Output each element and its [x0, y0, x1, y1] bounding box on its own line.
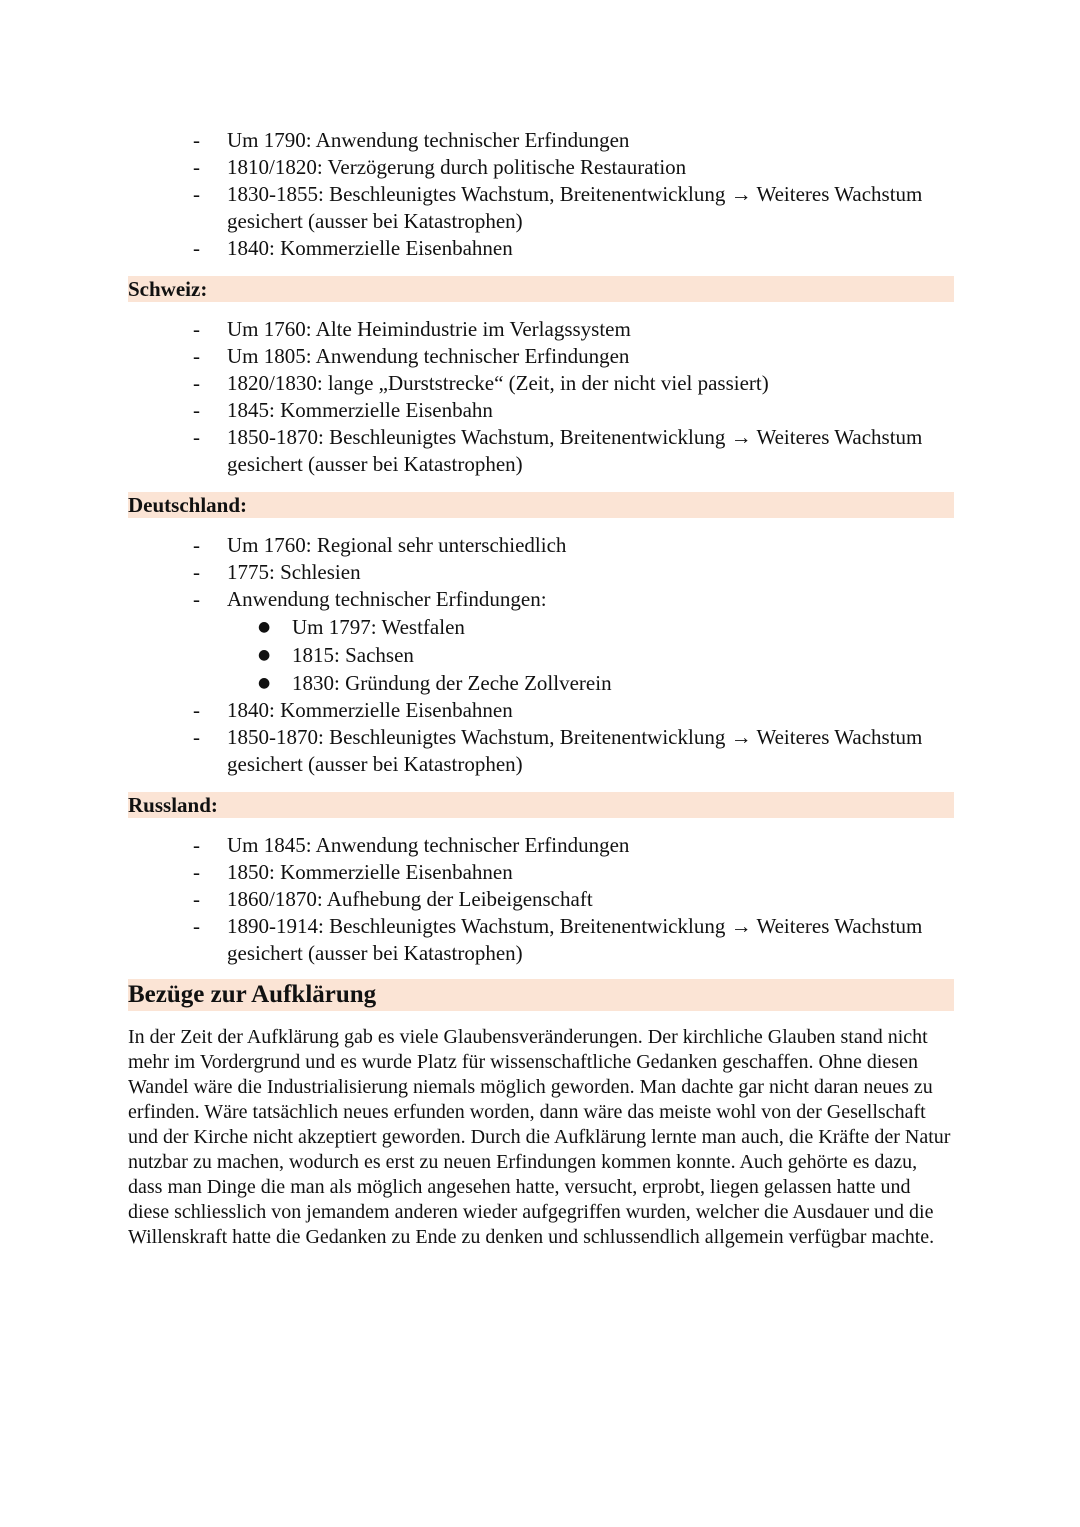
aufklaerung-paragraph: In der Zeit der Aufklärung gab es viele Glaubensveränderungen. Der kirchliche Glauben stand nicht mehr im Vordergrund und es wurde Platz für wissenschaftliche Gedanken geschaffen. Ohne diesen Wandel wäre die Industrialisierung niemals möglich geworden. Man dachte gar nicht daran neues zu erfinden. Wäre tatsächlich neues erfunden worden, dann wäre das meiste wohl von der Gesellschaft und der Kirche nicht akzeptiert geworden. Durch die Aufklärung lernte man auch, die Kräfte der Natur nutzbar zu machen, wodurch es erst zu neuen Erfindungen kommen konnte. Auch gehörte es dazu, dass man Dinge die man als möglich angesehen hatte, versucht, erprobt, liegen gelassen hatte und diese schliesslich von jemandem anderen wieder aufgegriffen wurden, welcher die Ausdauer und die Willenskraft hatte die Gedanken zu Ende zu denken und schlussendlich allgemein verfügbar machte. [128, 1026, 951, 1248]
sublist-item: ● Um 1797: Westfalen [227, 613, 954, 641]
list-item: - Um 1760: Alte Heimindustrie im Verlagssystem [128, 316, 954, 343]
schweiz-list [128, 316, 954, 478]
list-item: - 1775: Schlesien [128, 559, 954, 586]
deutschland-list [128, 532, 954, 778]
list-item: - 1890-1914: Beschleunigtes Wachstum, Breitenentwicklung → Weiteres Wachstum gesichert (ausser bei Katastrophen) [128, 913, 954, 967]
list-item: - 1850-1870: Beschleunigtes Wachstum, Breitenentwicklung → Weiteres Wachstum gesichert (ausser bei Katastrophen) [128, 724, 954, 778]
heading-aufklaerung: Bezüge zur Aufklärung [128, 979, 954, 1011]
list-item: - 1850: Kommerzielle Eisenbahnen [128, 859, 954, 886]
list-item: - 1840: Kommerzielle Eisenbahnen [128, 697, 954, 724]
heading-deutschland: Deutschland: [128, 492, 954, 518]
list-item: - Um 1790: Anwendung technischer Erfindungen [128, 127, 954, 154]
intro-list [128, 127, 954, 262]
sublist-item: ● 1815: Sachsen [227, 641, 954, 669]
list-item: - 1820/1830: lange „Durststrecke“ (Zeit, in der nicht viel passiert) [128, 370, 954, 397]
list-item: - 1845: Kommerzielle Eisenbahn [128, 397, 954, 424]
heading-russland: Russland: [128, 792, 954, 818]
list-item: - 1810/1820: Verzögerung durch politische Restauration [128, 154, 954, 181]
deutschland-sublist [227, 613, 954, 697]
list-item: - 1850-1870: Beschleunigtes Wachstum, Breitenentwicklung → Weiteres Wachstum gesichert (ausser bei Katastrophen) [128, 424, 954, 478]
list-item: - Um 1845: Anwendung technischer Erfindungen [128, 832, 954, 859]
heading-schweiz: Schweiz: [128, 276, 954, 302]
list-item [128, 586, 954, 697]
list-item: - 1860/1870: Aufhebung der Leibeigenschaft [128, 886, 954, 913]
russland-list [128, 832, 954, 967]
document-page [128, 127, 954, 1250]
sublist-item: ● 1830: Gründung der Zeche Zollverein [227, 669, 954, 697]
list-item: - Um 1805: Anwendung technischer Erfindungen [128, 343, 954, 370]
list-item: - Um 1760: Regional sehr unterschiedlich [128, 532, 954, 559]
list-item: - 1830-1855: Beschleunigtes Wachstum, Breitenentwicklung → Weiteres Wachstum gesichert (ausser bei Katastrophen) [128, 181, 954, 235]
list-item: - 1840: Kommerzielle Eisenbahnen [128, 235, 954, 262]
list-item-label: Anwendung technischer Erfindungen: [227, 587, 547, 611]
